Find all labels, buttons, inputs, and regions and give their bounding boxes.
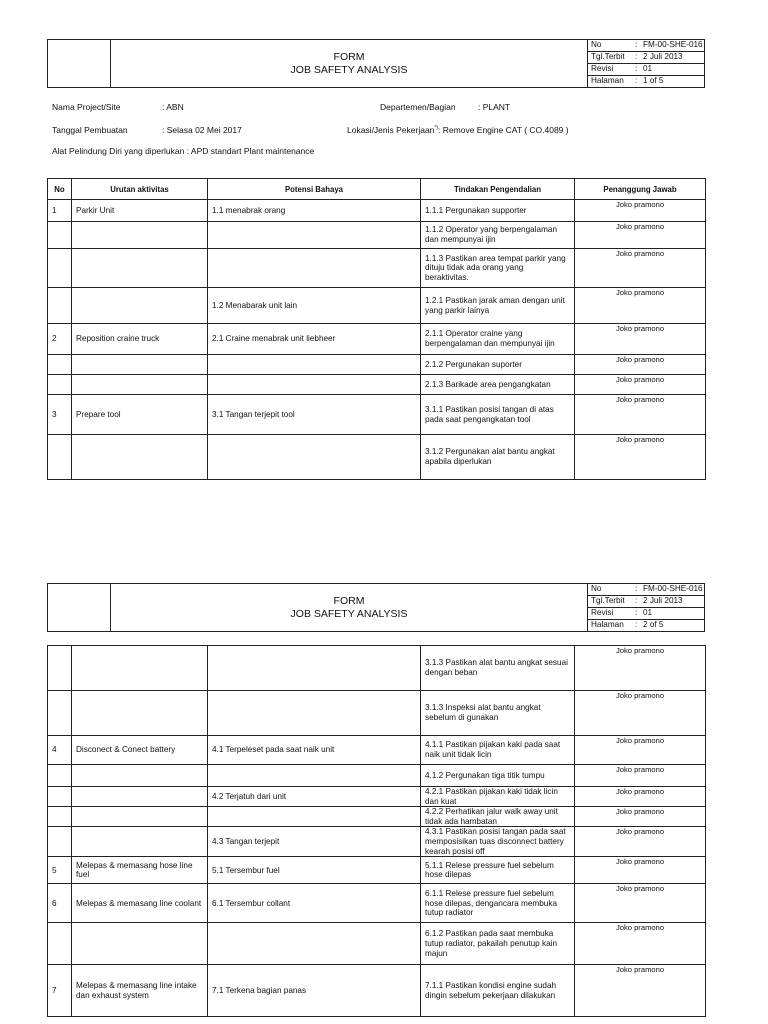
table-row <box>48 857 706 884</box>
cell-tindakan: 2.1.3 Barikade area pengangkatan <box>421 375 575 395</box>
table-row <box>48 807 706 827</box>
cell-tindakan: 4.1.2 Pergunakan tiga titik tumpu <box>421 765 575 787</box>
cell-bahaya: 5.1 Tersembur fuel <box>208 857 421 884</box>
cell-aktivitas <box>72 787 208 807</box>
cell-aktivitas: Melepas & memasang line coolant <box>72 884 208 923</box>
cell-aktivitas <box>72 807 208 827</box>
cell-bahaya: 2.1 Craine menabrak unit liebheer <box>208 324 421 355</box>
cell-aktivitas <box>72 923 208 965</box>
cell-aktivitas: Reposition craine truck <box>72 324 208 355</box>
cell-aktivitas: Prepare tool <box>72 395 208 435</box>
form-title-line-1: FORM <box>333 50 365 63</box>
cell-penanggung-jawab: Joko pramono <box>575 435 706 480</box>
table-row <box>48 249 706 288</box>
logo-cell <box>48 584 111 632</box>
col-header-aktivitas: Urutan aktivitas <box>72 179 208 200</box>
meta-value: 2 Juli 2013 <box>643 596 683 605</box>
table-row <box>48 827 706 857</box>
cell-aktivitas <box>72 646 208 691</box>
cell-no: 3 <box>48 395 72 435</box>
cell-bahaya: 4.1 Terpeleset pada saat naik unit <box>208 736 421 765</box>
table-row <box>48 222 706 249</box>
form-title <box>111 40 588 88</box>
dept-value: : PLANT <box>478 102 511 112</box>
cell-penanggung-jawab: Joko pramono <box>575 923 706 965</box>
cell-no <box>48 249 72 288</box>
cell-aktivitas <box>72 355 208 375</box>
cell-aktivitas: Melepas & memasang hose line fuel <box>72 857 208 884</box>
cell-penanggung-jawab: Joko pramono <box>575 249 706 288</box>
cell-no <box>48 691 72 736</box>
cell-bahaya: 4.2 Terjatuh dari unit <box>208 787 421 807</box>
cell-penanggung-jawab: Joko pramono <box>575 646 706 691</box>
col-header-tindakan: Tindakan Pengendalian <box>421 179 575 200</box>
cell-no <box>48 923 72 965</box>
cell-penanggung-jawab: Joko pramono <box>575 324 706 355</box>
cell-tindakan: 4.2.2 Perhatikan jalur walk away unit tidak ada hambatan <box>421 807 575 827</box>
table-row <box>48 375 706 395</box>
meta-label: Tgl.Terbit <box>591 52 625 61</box>
cell-bahaya <box>208 807 421 827</box>
cell-no <box>48 807 72 827</box>
col-header-no: No <box>48 179 72 200</box>
form-title-line-2: JOB SAFETY ANALYSIS <box>290 63 408 76</box>
cell-penanggung-jawab: Joko pramono <box>575 787 706 807</box>
meta-label: No <box>591 40 602 49</box>
meta-value: 2 of 5 <box>643 620 664 629</box>
cell-penanggung-jawab: Joko pramono <box>575 736 706 765</box>
cell-penanggung-jawab: Joko pramono <box>575 691 706 736</box>
meta-value: 01 <box>643 608 653 617</box>
cell-penanggung-jawab: Joko pramono <box>575 965 706 1017</box>
cell-aktivitas <box>72 375 208 395</box>
cell-bahaya <box>208 691 421 736</box>
cell-penanggung-jawab: Joko pramono <box>575 222 706 249</box>
cell-penanggung-jawab: Joko pramono <box>575 200 706 222</box>
jsa-table-page-2 <box>47 645 706 1017</box>
cell-bahaya <box>208 646 421 691</box>
lokasi-label: Lokasi/Jenis Pekerjaan <box>347 125 435 135</box>
lokasi-field <box>347 125 569 135</box>
table-row <box>48 965 706 1017</box>
cell-no <box>48 288 72 324</box>
cell-penanggung-jawab: Joko pramono <box>575 395 706 435</box>
cell-tindakan: 4.1.1 Pastikan pijakan kaki pada saat naik unit tidak licin <box>421 736 575 765</box>
cell-no <box>48 375 72 395</box>
meta-value: 01 <box>643 64 653 73</box>
meta-label: No <box>591 584 602 593</box>
cell-tindakan: 1.1.1 Pergunakan supporter <box>421 200 575 222</box>
cell-bahaya <box>208 355 421 375</box>
meta-label: Halaman <box>591 76 624 85</box>
cell-bahaya: 3.1 Tangan terjepit tool <box>208 395 421 435</box>
cell-no: 7 <box>48 965 72 1017</box>
cell-bahaya <box>208 923 421 965</box>
cell-tindakan: 3.1.2 Pergunakan alat bantu angkat apabila diperlukan <box>421 435 575 480</box>
cell-bahaya <box>208 375 421 395</box>
meta-value: FM-00-SHE-016 <box>643 584 703 593</box>
jsa-table-page-1 <box>47 178 706 480</box>
cell-penanggung-jawab: Joko pramono <box>575 857 706 884</box>
cell-penanggung-jawab: Joko pramono <box>575 765 706 787</box>
cell-bahaya <box>208 249 421 288</box>
cell-tindakan: 4.2.1 Pastikan pijakan kaki tidak licin dan kuat <box>421 787 575 807</box>
table-row <box>48 736 706 765</box>
table-row <box>48 884 706 923</box>
cell-penanggung-jawab: Joko pramono <box>575 807 706 827</box>
meta-label: Revisi <box>591 608 614 617</box>
table-header-row <box>48 179 706 200</box>
form-title <box>111 584 588 632</box>
table-row <box>48 646 706 691</box>
cell-tindakan: 1.1.3 Pastikan area tempat parkir yang dituju tidak ada orang yang beraktivitas. <box>421 249 575 288</box>
date-value: : Selasa 02 Mei 2017 <box>162 125 242 135</box>
table-row <box>48 355 706 375</box>
cell-aktivitas: Parkir Unit <box>72 200 208 222</box>
cell-no <box>48 827 72 857</box>
cell-bahaya: 7.1 Terkena bagian panas <box>208 965 421 1017</box>
table-row <box>48 923 706 965</box>
project-label: Nama Project/Site <box>52 102 121 112</box>
form-title-line-2: JOB SAFETY ANALYSIS <box>290 607 408 620</box>
cell-no: 6 <box>48 884 72 923</box>
cell-bahaya <box>208 765 421 787</box>
cell-tindakan: 6.1.2 Pastikan pada saat membuka tutup radiator, pakailah penutup kain majun <box>421 923 575 965</box>
meta-label: Revisi <box>591 64 614 73</box>
cell-tindakan: 3.1.1 Pastikan posisi tangan di atas pada saat pengangkatan tool <box>421 395 575 435</box>
cell-tindakan: 4.3.1 Pastikan posisi tangan pada saat memposisikan tuas disconnect battery kearah posisi off <box>421 827 575 857</box>
table-row <box>48 787 706 807</box>
table-row <box>48 691 706 736</box>
cell-bahaya: 1.2 Menabarak unit lain <box>208 288 421 324</box>
cell-penanggung-jawab: Joko pramono <box>575 355 706 375</box>
cell-aktivitas <box>72 691 208 736</box>
cell-no: 1 <box>48 200 72 222</box>
cell-penanggung-jawab: Joko pramono <box>575 827 706 857</box>
meta-value: FM-00-SHE-016 <box>643 40 703 49</box>
cell-no: 5 <box>48 857 72 884</box>
table-row <box>48 435 706 480</box>
cell-no: 2 <box>48 324 72 355</box>
lokasi-value: : Remove Engine CAT ( CO.4089 ) <box>438 125 569 135</box>
cell-bahaya: 6.1 Tersembur collant <box>208 884 421 923</box>
meta-label: Tgl.Terbit <box>591 596 625 605</box>
project-value: : ABN <box>162 102 184 112</box>
cell-no <box>48 355 72 375</box>
form-meta: No : FM-00-SHE-016 Tgl.Terbit : 2 Juli 2013 Revisi : 01 Halaman : 2 of 5 <box>588 584 705 632</box>
cell-no <box>48 646 72 691</box>
table-row <box>48 324 706 355</box>
table-row <box>48 765 706 787</box>
form-header-page-1 <box>47 39 705 88</box>
table-row <box>48 395 706 435</box>
cell-tindakan: 5.1.1 Relese pressure fuel sebelum hose dilepas <box>421 857 575 884</box>
cell-bahaya: 4.3 Tangan terjepit <box>208 827 421 857</box>
meta-value: 1 of 5 <box>643 76 664 85</box>
cell-aktivitas <box>72 827 208 857</box>
col-header-penanggung-jawab: Penanggung Jawab <box>575 179 706 200</box>
cell-aktivitas <box>72 765 208 787</box>
cell-tindakan: 1.2.1 Pastikan jarak aman dengan unit yang parkir lainya <box>421 288 575 324</box>
col-header-bahaya: Potensi Bahaya <box>208 179 421 200</box>
cell-bahaya <box>208 222 421 249</box>
cell-tindakan: 6.1.1 Relese pressure fuel sebelum hose dilepas, dengancara membuka tutup radiator <box>421 884 575 923</box>
date-label: Tanggal Pembuatan <box>52 125 128 135</box>
cell-tindakan: 7.1.1 Pastikan kondisi engine sudah dingin sebelum pekerjaan dilakukan <box>421 965 575 1017</box>
dept-label: Departemen/Bagian <box>380 102 456 112</box>
cell-aktivitas <box>72 249 208 288</box>
cell-bahaya: 1.1 menabrak orang <box>208 200 421 222</box>
cell-aktivitas: Melepas & memasang line intake dan exhaust system <box>72 965 208 1017</box>
cell-tindakan: 3.1.3 Pastikan alat bantu angkat sesuai dengan beban <box>421 646 575 691</box>
form-meta: No : FM-00-SHE-016 Tgl.Terbit : 2 Juli 2013 Revisi : 01 Halaman : 1 of 5 <box>588 40 705 88</box>
cell-no <box>48 222 72 249</box>
lokasi-footnote: *) <box>434 125 439 132</box>
apd-line: Alat Pelindung Diri yang diperlukan : APD standart Plant maintenance <box>52 146 315 156</box>
cell-no <box>48 435 72 480</box>
cell-penanggung-jawab: Joko pramono <box>575 375 706 395</box>
form-title-line-1: FORM <box>333 594 365 607</box>
logo-cell <box>48 40 111 88</box>
meta-label: Halaman <box>591 620 624 629</box>
cell-tindakan: 2.1.1 Operator craine yang berpengalaman dan mempunyai ijin <box>421 324 575 355</box>
table-row <box>48 200 706 222</box>
cell-aktivitas <box>72 435 208 480</box>
cell-bahaya <box>208 435 421 480</box>
cell-no <box>48 787 72 807</box>
cell-tindakan: 3.1.3 Inspeksi alat bantu angkat sebelum di gunakan <box>421 691 575 736</box>
meta-value: 2 Juli 2013 <box>643 52 683 61</box>
cell-no: 4 <box>48 736 72 765</box>
cell-tindakan: 1.1.2 Operator yang berpengalaman dan mempunyai ijin <box>421 222 575 249</box>
table-row <box>48 288 706 324</box>
form-header-page-2 <box>47 583 705 632</box>
cell-penanggung-jawab: Joko pramono <box>575 288 706 324</box>
cell-penanggung-jawab: Joko pramono <box>575 884 706 923</box>
cell-tindakan: 2.1.2 Pergunakan suporter <box>421 355 575 375</box>
cell-aktivitas <box>72 222 208 249</box>
cell-no <box>48 765 72 787</box>
cell-aktivitas: Disconect & Conect battery <box>72 736 208 765</box>
cell-aktivitas <box>72 288 208 324</box>
